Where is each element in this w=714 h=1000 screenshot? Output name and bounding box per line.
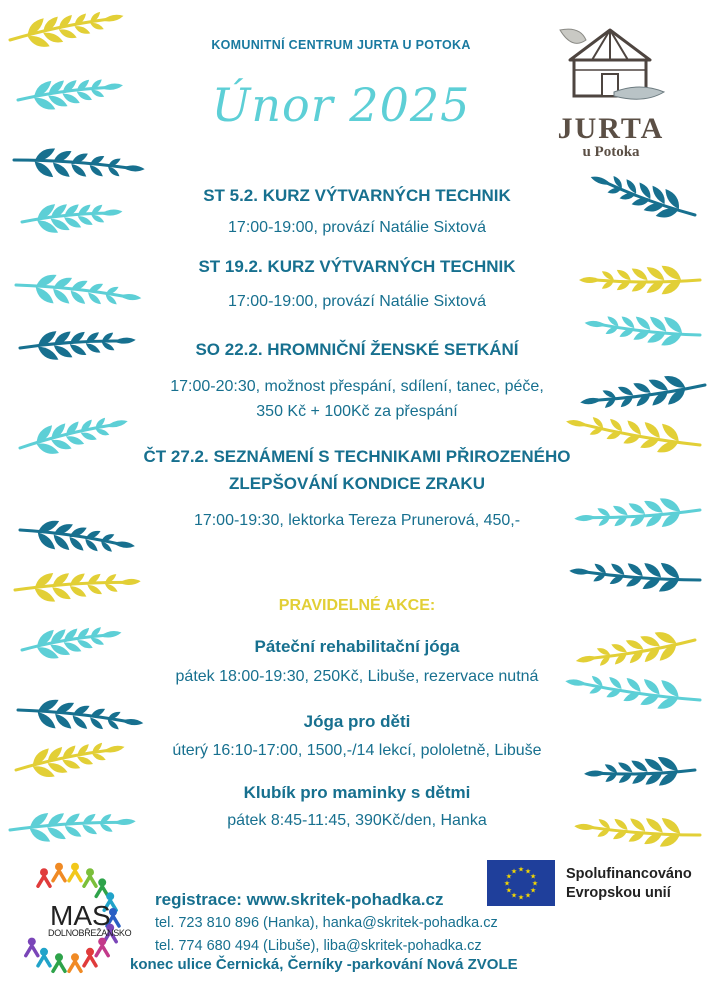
eu-star-icon: ★ [505, 886, 513, 895]
eu-star-icon: ★ [510, 867, 518, 876]
mas-logo-sub: DOLNOBŘEŽANSKO [48, 928, 132, 938]
regular-1-detail: pátek 18:00-19:30, 250Kč, Libuše, rezervace nutná [175, 668, 539, 685]
jurta-logo-name: JURTA [557, 112, 665, 145]
eu-star-icon: ★ [529, 886, 537, 895]
event-2-detail: 17:00-19:00, provází Natálie Sixtová [228, 293, 486, 310]
event-4-title-2: ZLEPŠOVÁNÍ KONDICE ZRAKU [229, 474, 485, 493]
eu-text-1: Spolufinancováno [566, 866, 692, 882]
event-3-detail-1: 17:00-20:30, možnost přespání, sdílení, tanec, péče, [170, 378, 544, 395]
eu-star-icon: ★ [503, 879, 511, 888]
event-4-detail: 17:00-19:30, lektorka Tereza Prunerová, 450,- [193, 512, 521, 529]
event-3-title: SO 22.2. HROMNIČNÍ ŽENSKÉ SETKÁNÍ [195, 340, 519, 359]
address: konec ulice Černická, Černíky -parkování Nová ZVOLE [130, 956, 518, 973]
eu-text-2: Evropskou unií [566, 885, 671, 901]
event-1-title: ST 5.2. KURZ VÝTVARNÝCH TECHNIK [203, 186, 511, 205]
event-1-detail: 17:00-19:00, provází Natálie Sixtová [228, 219, 486, 236]
phone-libuse: tel. 774 680 494 (Libuše), liba@skritek-pohadka.cz [155, 938, 482, 954]
mas-logo-main: MAS [50, 900, 111, 931]
event-4-title-1: ČT 27.2. SEZNÁMENÍ S TECHNIKAMI PŘIROZENÉHO [143, 447, 571, 466]
eu-star-icon: ★ [517, 865, 525, 874]
regular-3-title: Klubík pro maminky s dětmi [243, 783, 471, 802]
regular-1-title: Páteční rehabilitační jóga [254, 637, 460, 656]
eu-star-icon: ★ [531, 879, 539, 888]
eu-star-icon: ★ [529, 872, 537, 881]
regular-2-title: Jóga pro děti [303, 712, 411, 731]
leaf-sprig-icon [13, 146, 146, 184]
eu-star-icon: ★ [517, 893, 525, 902]
eu-flag-icon [487, 860, 555, 906]
organization-name: KOMUNITNÍ CENTRUM JURTA U POTOKA [211, 38, 471, 52]
jurta-logo-sub: u Potoka [582, 144, 640, 160]
regular-heading: PRAVIDELNÉ AKCE: [278, 597, 436, 614]
month-title: Únor 2025 [211, 78, 471, 132]
eu-star-icon: ★ [510, 891, 518, 900]
regular-3-detail: pátek 8:45-11:45, 390Kč/den, Hanka [227, 812, 487, 829]
registration-link[interactable]: registrace: www.skritek-pohadka.cz [155, 890, 444, 909]
regular-2-detail: úterý 16:10-17:00, 1500,-/14 lekcí, pololetně, Libuše [172, 742, 542, 759]
leaf-sprig-icon [568, 557, 701, 595]
eu-star-icon: ★ [524, 867, 532, 876]
event-3-detail-2: 350 Kč + 100Kč za přespání [256, 403, 458, 420]
eu-star-icon: ★ [505, 872, 513, 881]
phone-hanka: tel. 723 810 896 (Hanka), hanka@skritek-pohadka.cz [155, 915, 498, 931]
event-2-title: ST 19.2. KURZ VÝTVARNÝCH TECHNIK [198, 257, 516, 276]
eu-star-icon: ★ [524, 891, 532, 900]
